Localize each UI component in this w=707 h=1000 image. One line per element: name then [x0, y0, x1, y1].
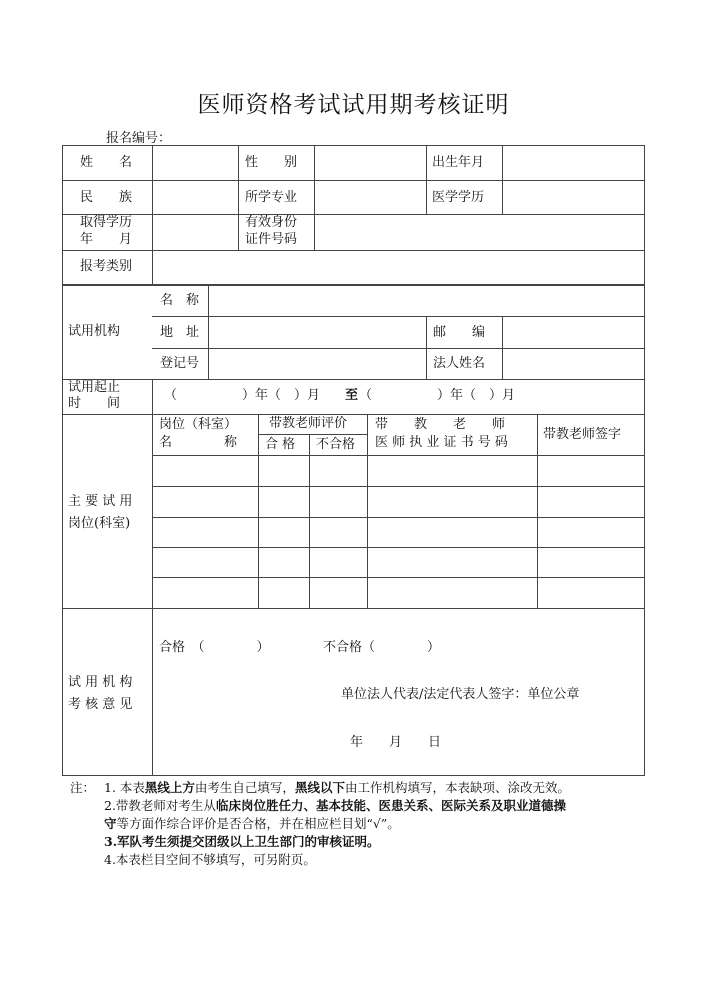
table-row[interactable]: [153, 578, 257, 607]
birth-date-field[interactable]: [503, 146, 643, 179]
fail-column-header: 不合格: [316, 437, 356, 452]
teacher-cert-header: 带 教 老 师: [375, 417, 506, 432]
teacher-cert-header-line2: 医 师 执 业 证 书 号 码: [375, 435, 508, 450]
opinion-section-label-line2: 考 核 意 见: [68, 697, 133, 712]
degree-date-field[interactable]: [153, 215, 237, 249]
opinion-pass-option[interactable]: 合格 （ ）: [159, 640, 270, 655]
registration-number-label: 报名编号：: [106, 131, 172, 146]
table-row[interactable]: [153, 456, 257, 485]
posts-section-label-line2: 岗位(科室): [68, 516, 131, 531]
exam-type-label: 报考类别: [80, 259, 133, 274]
institution-address-field[interactable]: [209, 317, 425, 347]
page-title: 医师资格考试试用期考核证明: [197, 92, 510, 118]
col-divider: [238, 145, 239, 250]
pass-column-header: 合 格: [265, 437, 296, 452]
col-divider: [426, 316, 427, 379]
institution-reg-no-field[interactable]: [209, 349, 425, 378]
institution-section-label: 试用机构: [68, 324, 121, 339]
legal-person-field[interactable]: [503, 349, 643, 378]
legal-representative-signature: 单位法人代表/法定代表人签字：单位公章: [341, 687, 580, 702]
note-2: 2.带教老师对考生从临床岗位胜任力、基本技能、医患关系、医际关系及职业道德操: [104, 798, 566, 813]
postcode-label: 邮 编: [433, 325, 486, 340]
trial-period-label: 试用起止: [68, 380, 121, 395]
medical-education-field[interactable]: [503, 181, 643, 213]
institution-name-label: 名 称: [160, 293, 200, 308]
degree-date-label-line2: 年 月: [80, 232, 133, 247]
institution-name-field[interactable]: [209, 286, 643, 315]
institution-reg-no-label: 登记号: [160, 356, 200, 371]
trial-period-to: 至: [345, 388, 359, 403]
id-number-label: 有效身份: [245, 215, 298, 230]
table-row[interactable]: [153, 518, 257, 546]
col-divider: [426, 145, 427, 214]
ethnicity-label: 民 族: [80, 190, 133, 205]
medical-education-label: 医学学历: [432, 190, 485, 205]
note-3: 3.军队考生须提交团级以上卫生部门的审核证明。: [104, 834, 380, 849]
table-right-border: [644, 145, 645, 775]
table-row[interactable]: [153, 548, 257, 576]
opinion-section-label: 试 用 机 构: [68, 675, 133, 690]
name-label: 姓 名: [80, 155, 133, 170]
gender-label: 性 别: [245, 155, 298, 170]
teacher-evaluation-header: 带教老师评价: [269, 416, 348, 431]
institution-address-label: 地 址: [160, 325, 200, 340]
row-divider: [62, 608, 645, 609]
major-label: 所学专业: [245, 190, 298, 205]
note-2-cont: 守等方面作综合评价是否合格，并在相应栏目划“√”。: [104, 816, 400, 831]
col-divider: [367, 414, 368, 608]
row-divider: [258, 434, 367, 435]
posts-section-label: 主 要 试 用: [68, 494, 133, 509]
teacher-signature-header: 带教老师签字: [543, 427, 622, 442]
col-divider: [537, 414, 538, 608]
post-name-header-line2: 名 称: [159, 435, 238, 450]
col-divider: [258, 414, 259, 608]
col-divider: [152, 379, 153, 414]
col-divider: [309, 434, 310, 608]
notes-prefix: 注：: [70, 780, 96, 795]
trial-period-start[interactable]: （ ）年（ ）月: [164, 388, 321, 403]
trial-period-label-line2: 时 间: [68, 396, 121, 411]
opinion-fail-option[interactable]: 不合格（ ）: [323, 640, 441, 655]
id-number-field[interactable]: [315, 215, 643, 249]
legal-person-label: 法人姓名: [433, 356, 486, 371]
table-bottom-border: [62, 775, 645, 776]
note-1: 1. 本表黑线上方由考生自己填写，黑线以下由工作机构填写，本表缺项、涂改无效。: [104, 780, 570, 795]
ethnicity-field[interactable]: [153, 181, 237, 213]
gender-field[interactable]: [315, 146, 425, 179]
table-left-border: [62, 145, 63, 775]
name-field[interactable]: [153, 146, 237, 179]
trial-period-end[interactable]: （ ）年（ ）月: [359, 388, 516, 403]
birth-date-label: 出生年月: [432, 155, 485, 170]
opinion-date: 年 月 日: [350, 735, 442, 750]
id-number-label-line2: 证件号码: [245, 232, 298, 247]
postcode-field[interactable]: [503, 317, 643, 347]
notes-section: [70, 779, 570, 869]
row-divider: [62, 379, 645, 380]
table-row[interactable]: [153, 487, 257, 516]
degree-date-label: 取得学历: [80, 215, 133, 230]
post-name-header: 岗位（科室）: [159, 417, 238, 432]
note-4: 4.本表栏目空间不够填写，可另附页。: [104, 852, 316, 867]
row-divider: [62, 414, 645, 415]
major-field[interactable]: [315, 181, 425, 213]
exam-type-field[interactable]: [153, 251, 643, 283]
